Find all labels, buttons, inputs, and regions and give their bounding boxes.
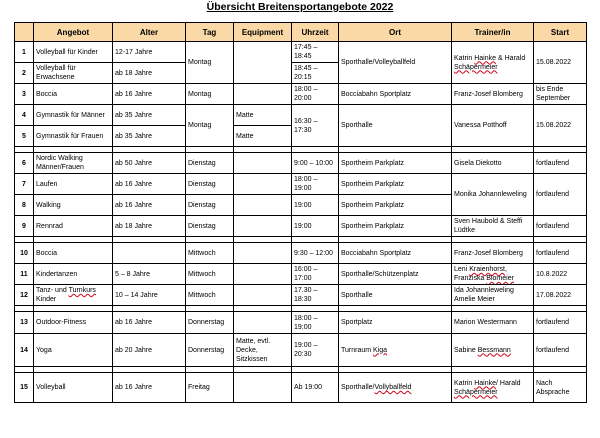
- header-uhrzeit: Uhrzeit: [292, 23, 339, 42]
- row-number: 7: [15, 174, 34, 195]
- cell-angebot: Laufen: [34, 174, 113, 195]
- cell-angebot: Gymnastik für Männer: [34, 105, 113, 126]
- row-number: 2: [15, 63, 34, 84]
- cell-equipment: [234, 312, 292, 334]
- cell-uhrzeit: 16:30 – 17:30: [292, 105, 339, 147]
- cell-start: fortlaufend: [534, 243, 587, 264]
- row-number: 10: [15, 243, 34, 264]
- table-row: [15, 42, 587, 63]
- cell-equipment: Matte: [234, 105, 292, 126]
- cell-ort: Sportplatz: [339, 312, 452, 334]
- cell-tag: Mittwoch: [186, 243, 234, 264]
- cell-start: 10.8.2022: [534, 264, 587, 285]
- cell-ort: Bocciabahn Sportplatz: [339, 243, 452, 264]
- cell-ort: Sportheim Parkplatz: [339, 216, 452, 237]
- table-row: [15, 84, 587, 105]
- cell-alter: ab 50 Jahre: [113, 153, 186, 174]
- table-row: [15, 174, 587, 195]
- row-number: 6: [15, 153, 34, 174]
- cell-tag: Dienstag: [186, 174, 234, 195]
- cell-ort: Sporthalle: [339, 105, 452, 147]
- cell-ort: Sportheim Parkplatz: [339, 195, 452, 216]
- cell-angebot: Volleyball: [34, 373, 113, 403]
- cell-trainer: Katrin Hainke & Harald Schäpermeier: [452, 42, 534, 84]
- cell-alter: ab 16 Jahre: [113, 84, 186, 105]
- header-equipment: Equipment: [234, 23, 292, 42]
- row-number: 9: [15, 216, 34, 237]
- cell-trainer: Monika Johannleweling: [452, 174, 534, 216]
- row-number: 4: [15, 105, 34, 126]
- table-row: [15, 264, 587, 285]
- cell-alter: [113, 243, 186, 264]
- row-number: 12: [15, 285, 34, 306]
- cell-start: fortlaufend: [534, 334, 587, 367]
- table-row: [15, 216, 587, 237]
- cell-alter: 10 – 14 Jahre: [113, 285, 186, 306]
- row-number: 3: [15, 84, 34, 105]
- cell-uhrzeit: 9:30 – 12:00: [292, 243, 339, 264]
- row-number: 11: [15, 264, 34, 285]
- header-start: Start: [534, 23, 587, 42]
- cell-alter: 12-17 Jahre: [113, 42, 186, 63]
- cell-tag: Montag: [186, 84, 234, 105]
- row-number: 15: [15, 373, 34, 403]
- cell-angebot: Tanz- und Turnkurs Kinder: [34, 285, 113, 306]
- table-row: [15, 285, 587, 306]
- cell-uhrzeit: 16:00 – 17:00: [292, 264, 339, 285]
- cell-equipment: Matte: [234, 126, 292, 147]
- cell-trainer: Gisela Diekotto: [452, 153, 534, 174]
- cell-tag: Dienstag: [186, 216, 234, 237]
- row-number: 14: [15, 334, 34, 367]
- header-angebot: Angebot: [34, 23, 113, 42]
- header-tag: Tag: [186, 23, 234, 42]
- cell-tag: Donnerstag: [186, 312, 234, 334]
- cell-start: bis Ende September: [534, 84, 587, 105]
- cell-trainer: Franz-Josef Blomberg: [452, 243, 534, 264]
- table-row: [15, 373, 587, 403]
- cell-tag: Mittwoch: [186, 285, 234, 306]
- cell-tag: Dienstag: [186, 195, 234, 216]
- cell-uhrzeit: 17.30 – 18:30: [292, 285, 339, 306]
- cell-angebot: Boccia: [34, 243, 113, 264]
- cell-trainer: Leni Kraienhorst, Franziska Blomeier: [452, 264, 534, 285]
- cell-alter: ab 16 Jahre: [113, 174, 186, 195]
- cell-alter: ab 20 Jahre: [113, 334, 186, 367]
- cell-tag: Mittwoch: [186, 264, 234, 285]
- cell-angebot: Outdoor-Fitness: [34, 312, 113, 334]
- cell-tag: Montag: [186, 42, 234, 84]
- page-title: Übersicht Breitensportangebote 2022: [206, 1, 394, 13]
- cell-uhrzeit: 18:00 – 19:00: [292, 174, 339, 195]
- cell-equipment: [234, 373, 292, 403]
- cell-alter: ab 35 Jahre: [113, 126, 186, 147]
- cell-start: fortlaufend: [534, 312, 587, 334]
- cell-uhrzeit: Ab 19:00: [292, 373, 339, 403]
- cell-alter: ab 16 Jahre: [113, 195, 186, 216]
- cell-equipment: [234, 195, 292, 216]
- cell-alter: ab 18 Jahre: [113, 216, 186, 237]
- table-header-row: [15, 23, 587, 42]
- cell-trainer: Marion Westermann: [452, 312, 534, 334]
- cell-tag: Freitag: [186, 373, 234, 403]
- cell-tag: Dienstag: [186, 153, 234, 174]
- cell-start: Nach Absprache: [534, 373, 587, 403]
- cell-angebot: Walking: [34, 195, 113, 216]
- cell-tag: Donnerstag: [186, 334, 234, 367]
- row-number: 8: [15, 195, 34, 216]
- cell-ort: Bocciabahn Sportplatz: [339, 84, 452, 105]
- cell-uhrzeit: 18:00 – 19:00: [292, 312, 339, 334]
- cell-uhrzeit: 19:00 – 20:30: [292, 334, 339, 367]
- cell-alter: ab 35 Jahre: [113, 105, 186, 126]
- cell-angebot: Volleyball für Erwachsene: [34, 63, 113, 84]
- header-ort: Ort: [339, 23, 452, 42]
- table-row: [15, 105, 587, 126]
- cell-uhrzeit: 19:00: [292, 216, 339, 237]
- table-row: [15, 243, 587, 264]
- cell-equipment: [234, 216, 292, 237]
- cell-trainer: Ida Johannleweling Amelie Meier: [452, 285, 534, 306]
- cell-trainer: Sven Haubold & Steffi Lüdtke: [452, 216, 534, 237]
- cell-ort: Sporthalle/Schützenplatz: [339, 264, 452, 285]
- header-trainer: Trainer/in: [452, 23, 534, 42]
- cell-tag: Montag: [186, 105, 234, 147]
- cell-start: 15.08.2022: [534, 105, 587, 147]
- cell-trainer: Katrin Hainke/ Harald Schäpermeier: [452, 373, 534, 403]
- cell-uhrzeit: 19:00: [292, 195, 339, 216]
- cell-trainer: Sabine Bessmann: [452, 334, 534, 367]
- cell-ort: Turnraum Kiga: [339, 334, 452, 367]
- cell-angebot: Nordic Walking Männer/Frauen: [34, 153, 113, 174]
- cell-ort: Sportheim Parkplatz: [339, 174, 452, 195]
- cell-start: fortlaufend: [534, 174, 587, 216]
- cell-start: 15.08.2022: [534, 42, 587, 84]
- cell-angebot: Volleyball für Kinder: [34, 42, 113, 63]
- cell-uhrzeit: 18:45 – 20:15: [292, 63, 339, 84]
- cell-angebot: Kindertanzen: [34, 264, 113, 285]
- cell-equipment: [234, 264, 292, 285]
- sports-offers-table: [14, 22, 587, 403]
- cell-ort: Sporthalle: [339, 285, 452, 306]
- cell-equipment: [234, 285, 292, 306]
- cell-uhrzeit: 9:00 – 10:00: [292, 153, 339, 174]
- row-number: 5: [15, 126, 34, 147]
- cell-start: fortlaufend: [534, 216, 587, 237]
- cell-trainer: Franz-Josef Blomberg: [452, 84, 534, 105]
- table-row: [15, 153, 587, 174]
- cell-trainer: Vanessa Potthoff: [452, 105, 534, 147]
- cell-ort: Sporthalle/Volleyballfeld: [339, 42, 452, 84]
- cell-angebot: Yoga: [34, 334, 113, 367]
- cell-equipment: [234, 84, 292, 105]
- cell-alter: ab 16 Jahre: [113, 373, 186, 403]
- table-row: [15, 334, 587, 367]
- cell-start: fortlaufend: [534, 153, 587, 174]
- cell-angebot: Boccia: [34, 84, 113, 105]
- table-row: [15, 312, 587, 334]
- cell-equipment: [234, 174, 292, 195]
- cell-equipment: [234, 243, 292, 264]
- cell-alter: 5 – 8 Jahre: [113, 264, 186, 285]
- cell-uhrzeit: 17:45 – 18:45: [292, 42, 339, 63]
- cell-alter: ab 16 Jahre: [113, 312, 186, 334]
- cell-start: 17.08.2022: [534, 285, 587, 306]
- cell-equipment: [234, 42, 292, 84]
- cell-angebot: Gymnastik für Frauen: [34, 126, 113, 147]
- cell-alter: ab 18 Jahre: [113, 63, 186, 84]
- row-number: 1: [15, 42, 34, 63]
- cell-angebot: Rennrad: [34, 216, 113, 237]
- cell-ort: Sportheim Parkplatz: [339, 153, 452, 174]
- row-number: 13: [15, 312, 34, 334]
- header-alter: Alter: [113, 23, 186, 42]
- cell-uhrzeit: 18:00 – 20:00: [292, 84, 339, 105]
- header-number: [15, 23, 34, 42]
- cell-ort: Sporthalle/Vollyballfeld: [339, 373, 452, 403]
- cell-equipment: Matte, evtl. Decke, Sitzkissen: [234, 334, 292, 367]
- cell-equipment: [234, 153, 292, 174]
